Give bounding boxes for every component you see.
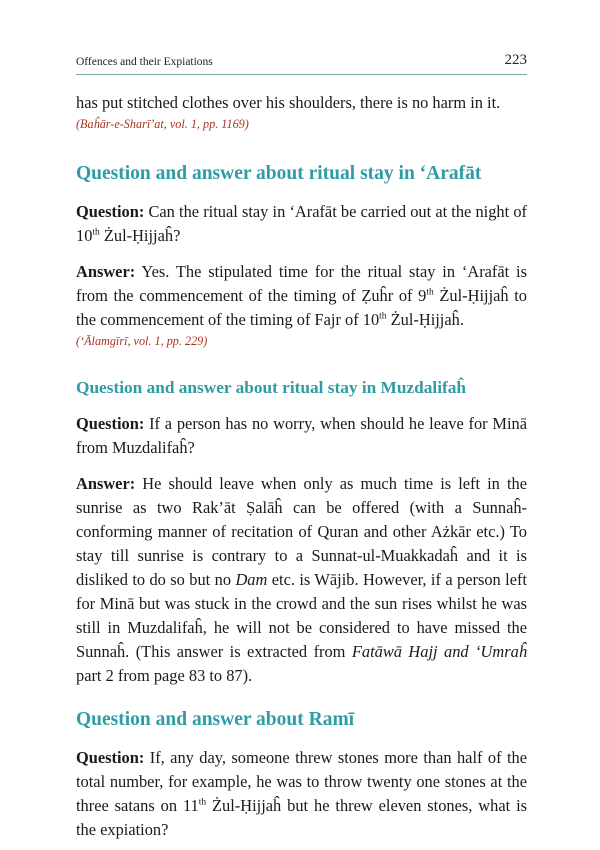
page-body xyxy=(76,91,527,842)
section-heading-rami: Question and answer about Ramī xyxy=(76,709,355,730)
running-title: Offences and their Expiations xyxy=(76,56,213,68)
question-label: Question: xyxy=(76,748,145,767)
question-muzdalifah: Question: If a person has no worry, when should he leave for Minā from Muzdalifaĥ? xyxy=(76,414,527,457)
question-label: Question: xyxy=(76,414,145,433)
page-number: 223 xyxy=(504,52,527,68)
section-heading-arafat: Question and answer about ritual stay in ‘Arafāt xyxy=(76,163,482,184)
answer-muzdalifah: Answer: He should leave when only as much time is left in the sunrise as two Rak’āt Ṣalāĥ can be offered (with a Sunnaĥ-conforming manner of recitation of Quran and other Ażkār etc.) To stay till sunrise is contrary to a Sunnat-ul-Muakkadaĥ and it is disliked to do so but no Dam etc. is Wājib. However, if a person left for Minā but was stuck in the crowd and the sun rises whilst he was still in Muzdalifaĥ, he will not be considered to have missed the Sunnaĥ. (This answer is extracted from Fatāwā Hajj and ‘Umraĥ part 2 from page 83 to 87). xyxy=(76,474,527,685)
question-rami: Question: If, any day, someone threw stones more than half of the total number, for example, he was to throw twenty one stones at the three satans on 11th Żul-Ḥijjaĥ but he threw eleven stones, what is the expiation? xyxy=(76,748,527,839)
intro-reference: (Baĥār-e-Sharī’at, vol. 1, pp. 1169) xyxy=(76,117,249,131)
reference-arafat: (‘Ālamgīrī, vol. 1, pp. 229) xyxy=(76,334,208,348)
section-heading-muzdalifah: Question and answer about ritual stay in Muzdalifaĥ xyxy=(76,378,467,397)
answer-label: Answer: xyxy=(76,262,136,281)
question-arafat: Question: Can the ritual stay in ‘Arafāt be carried out at the night of 10th Żul-Ḥijjaĥ? xyxy=(76,202,527,245)
question-label: Question: xyxy=(76,202,145,221)
answer-arafat: Answer: Yes. The stipulated time for the ritual stay in ‘Arafāt is from the commencement of the timing of Ẓuĥr of 9th Żul-Ḥijjaĥ to the commencement of the timing of Fajr of 10th Żul-Ḥijjaĥ. xyxy=(76,262,527,329)
intro-paragraph: has put stitched clothes over his shoulders, there is no harm in it. xyxy=(76,93,501,112)
answer-label: Answer: xyxy=(76,474,136,493)
page-header xyxy=(76,52,527,75)
